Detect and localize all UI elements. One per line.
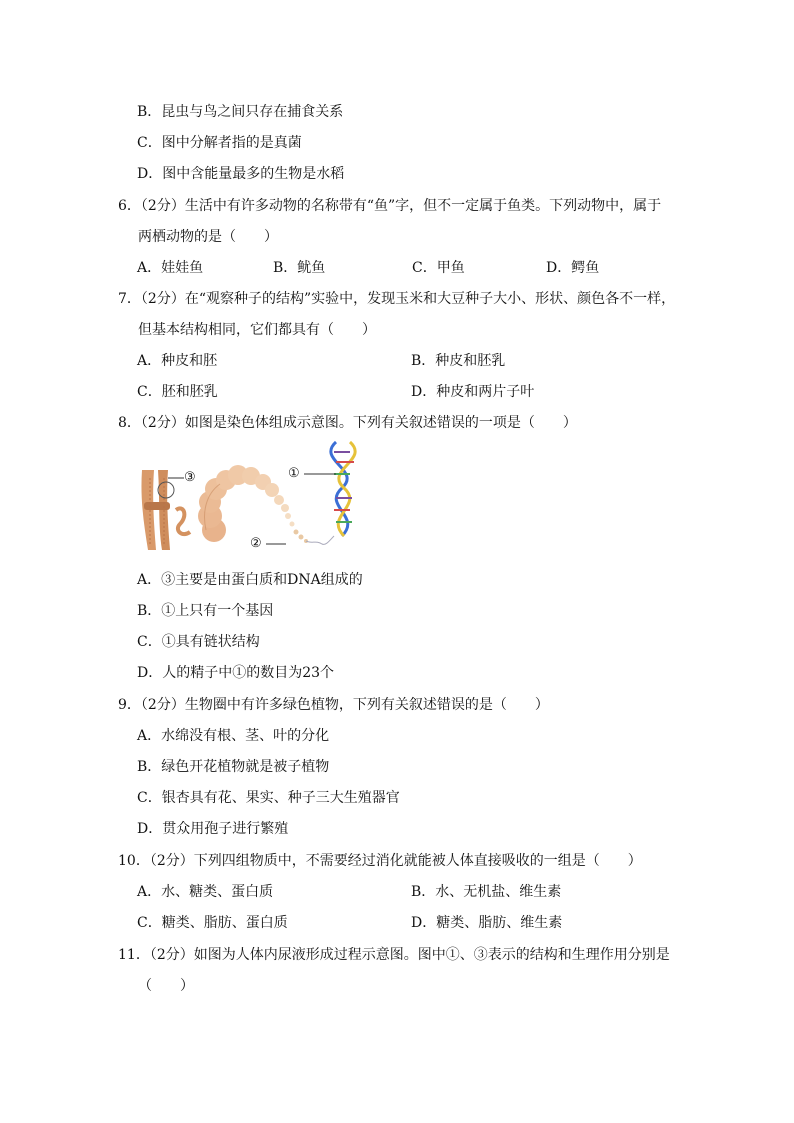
q6-stem-line2: 两栖动物的是（ ） <box>138 229 278 245</box>
q11-stem-line1: 11．（2分）如图为人体内尿液形成过程示意图。图中①、③表示的结构和生理作用分别是 <box>118 947 670 963</box>
q7-option-a: A．种皮和胚 <box>137 353 218 369</box>
q8-option-d: D．人的精子中①的数目为23个 <box>137 665 335 681</box>
coiled-chromatin <box>198 465 295 542</box>
figure-label-2: ② <box>250 536 262 551</box>
q8-option-a: A．③主要是由蛋白质和DNA组成的 <box>137 572 363 588</box>
q6-option-a: A．娃娃鱼 <box>137 260 204 276</box>
nucleosome-beads <box>294 530 335 545</box>
q6-option-d: D．鳄鱼 <box>546 260 600 276</box>
q7-stem-line2: 但基本结构相同，它们都具有（ ） <box>138 322 376 338</box>
figure-label-3: ③ <box>184 470 196 485</box>
chromosome-figure <box>136 440 368 558</box>
chromosome-shape <box>141 470 174 550</box>
q10-option-a: A．水、糖类、蛋白质 <box>137 884 274 900</box>
q8-stem-line1: 8．（2分）如图是染色体组成示意图。下列有关叙述错误的一项是（ ） <box>118 415 577 431</box>
q9-option-c: C．银杏具有花、果实、种子三大生殖器官 <box>137 790 400 806</box>
dna-double-helix <box>331 442 355 536</box>
figure-label-1: ① <box>288 466 300 481</box>
q6-option-b: B．鱿鱼 <box>273 260 326 276</box>
q5-option-d: D．图中含能量最多的生物是水稻 <box>137 166 345 182</box>
q7-option-c: C．胚和胚乳 <box>137 384 218 400</box>
q9-stem-line1: 9．（2分）生物圈中有许多绿色植物，下列有关叙述错误的是（ ） <box>118 697 549 713</box>
q11-stem-line2: （ ） <box>138 978 194 994</box>
q9-option-b: B．绿色开花植物就是被子植物 <box>137 759 330 775</box>
q5-option-c: C．图中分解者指的是真菌 <box>137 135 302 151</box>
q9-option-a: A．水绵没有根、茎、叶的分化 <box>137 728 330 744</box>
q8-option-b: B．①上只有一个基因 <box>137 603 274 619</box>
q6-option-c: C．甲鱼 <box>412 260 465 276</box>
q9-option-d: D．贯众用孢子进行繁殖 <box>137 821 289 837</box>
q10-option-c: C．糖类、脂肪、蛋白质 <box>137 915 288 931</box>
q7-option-d: D．种皮和两片子叶 <box>411 384 535 400</box>
q10-option-d: D．糖类、脂肪、维生素 <box>411 915 563 931</box>
chromatin-curl <box>176 508 190 534</box>
q10-stem-line1: 10．（2分）下列四组物质中，不需要经过消化就能被人体直接吸收的一组是（ ） <box>118 853 642 869</box>
q5-option-b: B．昆虫与鸟之间只存在捕食关系 <box>137 104 344 120</box>
q7-stem-line1: 7．（2分）在“观察种子的结构”实验中，发现玉米和大豆种子大小、形状、颜色各不一样， <box>118 291 676 307</box>
q7-option-b: B．种皮和胚乳 <box>411 353 506 369</box>
q10-option-b: B．水、无机盐、维生素 <box>411 884 562 900</box>
q8-option-c: C．①具有链状结构 <box>137 634 260 650</box>
q6-stem-line1: 6．（2分）生活中有许多动物的名称带有“鱼”字，但不一定属于鱼类。下列动物中，属于 <box>118 198 662 214</box>
